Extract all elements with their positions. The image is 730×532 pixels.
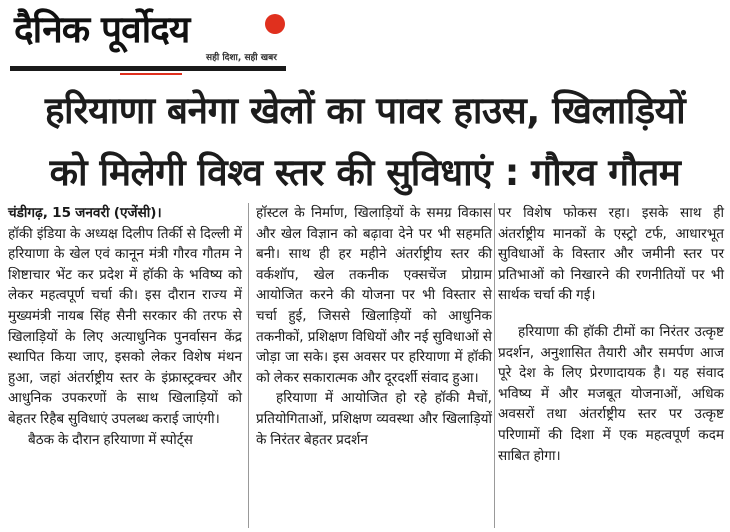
masthead-accent-line [120, 73, 182, 75]
rising-sun-icon [265, 14, 285, 34]
column-1-paragraph-1 [8, 203, 242, 430]
column-divider [248, 203, 249, 528]
column-2-paragraph-1: हॉस्टल के निर्माण, खिलाड़ियों के समग्र विकास और खेल विज्ञान को बढ़ावा देने पर भी सहमति बनी। साथ ही हर महीने अंतर्राष्ट्रीय स्तर की वर्कशॉप, खेल तकनीक एक्सचेंज प्रोग्राम आयोजित करने की योजना पर भी विस्तार से चर्चा हुई, जिससे खिलाड़ियों को आधुनिक तकनीकों, प्रशिक्षण विधियों और नई सुविधाओं से जोड़ा जा सके। इस अवसर पर हरियाणा में हॉकी को लेकर सकारात्मक और दूरदर्शी संवाद हुआ। [256, 205, 492, 386]
column-3-paragraph-1: पर विशेष फोकस रहा। इसके साथ ही अंतर्राष्ट्रीय मानकों के एस्ट्रो टर्फ, आधारभूत सुविधाओं के विस्तार और जमीनी स्तर पर प्रतिभाओं को निखारने की रणनीतियों पर भी सार्थक चर्चा की गई। [498, 205, 724, 304]
article-column-1 [8, 203, 242, 450]
masthead-logo [10, 4, 296, 74]
article-column-3 [498, 203, 724, 466]
headline-line-1: हरियाणा बनेगा खेलों का पावर हाउस, खिलाड़ियों [44, 89, 686, 132]
masthead-rule [10, 66, 286, 71]
column-divider [494, 203, 495, 528]
article-headline [0, 80, 730, 204]
headline-line-2: को मिलेगी विश्व स्तर की सुविधाएं : गौरव गौतम [49, 151, 681, 194]
newspaper-name: दैनिक पूर्वोदय [14, 8, 190, 51]
column-3-paragraph-2: हरियाणा की हॉकी टीमों का निरंतर उत्कृष्ट प्रदर्शन, अनुशासित तैयारी और समर्पण आज पूरे देश के लिए प्रेरणादायक है। यह संवाद भविष्य में और मजबूत योजनाओं, अधिक अवसरों तथा अंतर्राष्ट्रीय स्तर पर उत्कृष्ट परिणामों की दिशा में एक महत्वपूर्ण कदम साबित होगा। [498, 323, 724, 464]
dateline: चंडीगढ़, 15 जनवरी (एजेंसी)। [8, 205, 162, 221]
column-2-paragraph-2: हरियाणा में आयोजित हो रहे हॉकी मैचों, प्रतियोगिताओं, प्रशिक्षण व्यवस्था और खिलाड़ियों के निरंतर बेहतर प्रदर्शन [256, 390, 492, 448]
newspaper-tagline: सही दिशा, सही खबर [206, 53, 277, 63]
column-1-paragraph-2: बैठक के दौरान हरियाणा में स्पोर्ट्स [28, 431, 193, 448]
column-1-text: हॉकी इंडिया के अध्यक्ष दिलीप तिर्की से दिल्ली में हरियाणा के खेल एवं कानून मंत्री गौरव गौतम ने शिष्टाचार भेंट कर प्रदेश में हॉकी के भविष्य को लेकर महत्वपूर्ण चर्चा की। इस दौरान राज्य में मुख्यमंत्री नायब सिंह सैनी सरकार की तरफ से खिलाड़ियों के लिए अत्याधुनिक पुनर्वासन केंद्र स्थापित किया जाए, इसको लेकर विशेष मंथन हुआ, जहां अंतर्राष्ट्रीय स्तर के इंफ्रास्ट्रक्चर और आधुनिक उपकरणों के साथ खिलाड़ियों को बेहतर रिहैब सुविधाएं उपलब्ध कराई जाएंगी। [8, 225, 242, 427]
article-column-2 [256, 203, 492, 450]
